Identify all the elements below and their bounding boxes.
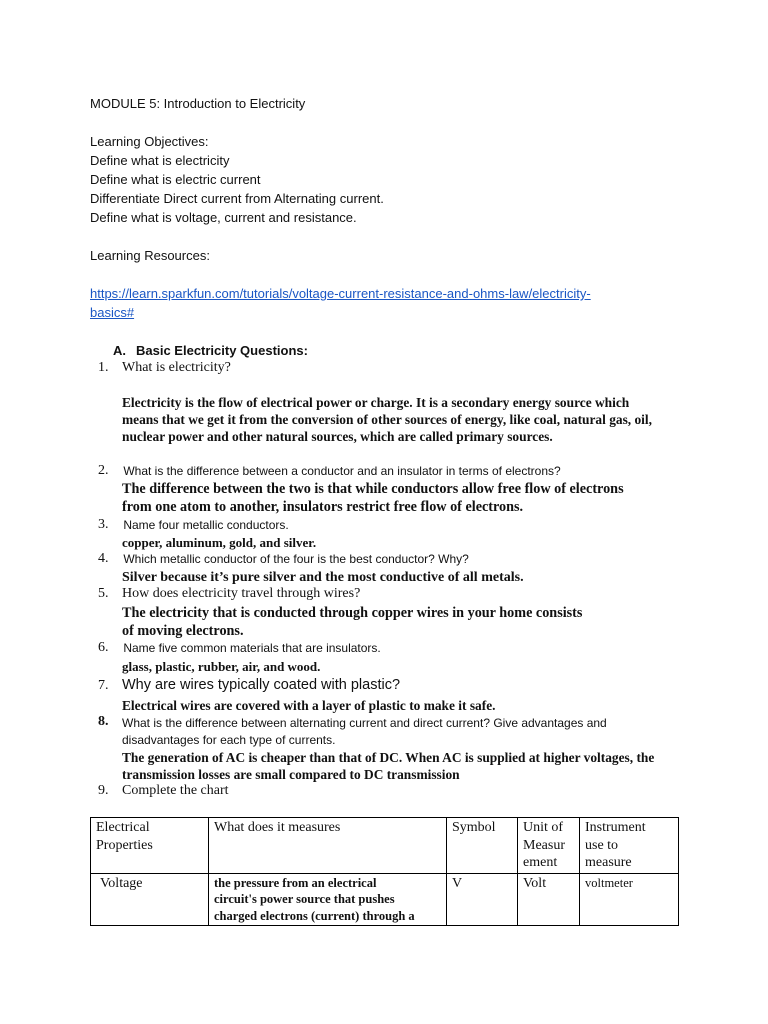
question-number: 6. [98,640,109,655]
objective-item: Define what is electricity [90,153,230,168]
question-text: Why are wires typically coated with plastic? [122,677,401,693]
question-number: 8. [98,714,109,729]
objective-item: Define what is voltage, current and resistance. [90,210,357,225]
answer-line: copper, aluminum, gold, and silver. [122,535,317,550]
question-text: Complete the chart [122,783,229,798]
header-cell: Instrument use to measure [580,818,679,874]
answer-line: means that we get it from the conversion of other sources of energy, like coal, natural gas, oil, [122,412,652,427]
table-header-row [91,818,679,874]
question-text: What is electricity? [122,360,231,375]
header-cell: Electrical Properties [91,818,209,874]
question-number: 3. [98,517,109,532]
question-text: Name four metallic conductors. [120,518,289,532]
question-number: 5. [98,586,109,601]
answer-line: transmission losses are small compared to DC transmission [122,767,460,782]
symbol-cell: V [447,873,518,926]
property-cell: Voltage [91,873,209,926]
question-text: Which metallic conductor of the four is the best conductor? Why? [120,552,469,566]
answer-line: of moving electrons. [122,623,244,639]
question-text-line: What is the difference between alternating current and direct current? Give advantages and [122,716,607,730]
answer-line: Electricity is the flow of electrical power or charge. It is a secondary energy source which [122,395,630,410]
header-cell: Symbol [447,818,518,874]
question-number: 2. [98,463,109,478]
question-number: 9. [98,783,109,798]
answer-line: glass, plastic, rubber, air, and wood. [122,659,321,674]
objective-item: Define what is electric current [90,172,261,187]
answer-line: The electricity that is conducted through copper wires in your home consists [122,605,583,621]
section-title: Basic Electricity Questions: [136,343,308,358]
question-text: What is the difference between a conductor and an insulator in terms of electrons? [120,464,561,478]
section-marker: A. [113,343,126,358]
question-text: How does electricity travel through wires? [122,586,361,601]
module-title: MODULE 5: Introduction to Electricity [90,96,306,111]
header-cell: What does it measures [209,818,447,874]
answer-line: The generation of AC is cheaper than that of DC. When AC is supplied at higher voltages, the [122,750,655,765]
question-text-line: disadvantages for each type of currents. [122,733,336,747]
answer-line: The difference between the two is that while conductors allow free flow of electrons [122,481,624,497]
table-row [91,873,679,926]
question-number: 4. [98,551,109,566]
question-number: 1. [98,360,109,375]
resource-link-line2[interactable]: basics# [90,305,135,320]
resources-heading: Learning Resources: [90,248,210,263]
unit-cell: Volt [518,873,580,926]
measures-cell: the pressure from an electrical circuit's power source that pushes charged electrons (current) through a [209,873,447,926]
answer-line: from one atom to another, insulators restrict free flow of electrons. [122,499,524,515]
answer-line: Electrical wires are covered with a layer of plastic to make it safe. [122,698,496,713]
answer-line: Silver because it’s pure silver and the most conductive of all metals. [122,570,524,585]
resource-link-line1[interactable]: https://learn.sparkfun.com/tutorials/voltage-current-resistance-and-ohms-law/electricity- [90,286,591,301]
instrument-cell: voltmeter [580,873,679,926]
header-cell: Unit of Measur ement [518,818,580,874]
electrical-properties-table [90,817,679,926]
objectives-heading: Learning Objectives: [90,134,209,149]
objective-item: Differentiate Direct current from Alternating current. [90,191,384,206]
answer-line: nuclear power and other natural sources, which are called primary sources. [122,429,553,444]
question-text: Name five common materials that are insulators. [120,641,381,655]
question-number: 7. [98,678,109,693]
